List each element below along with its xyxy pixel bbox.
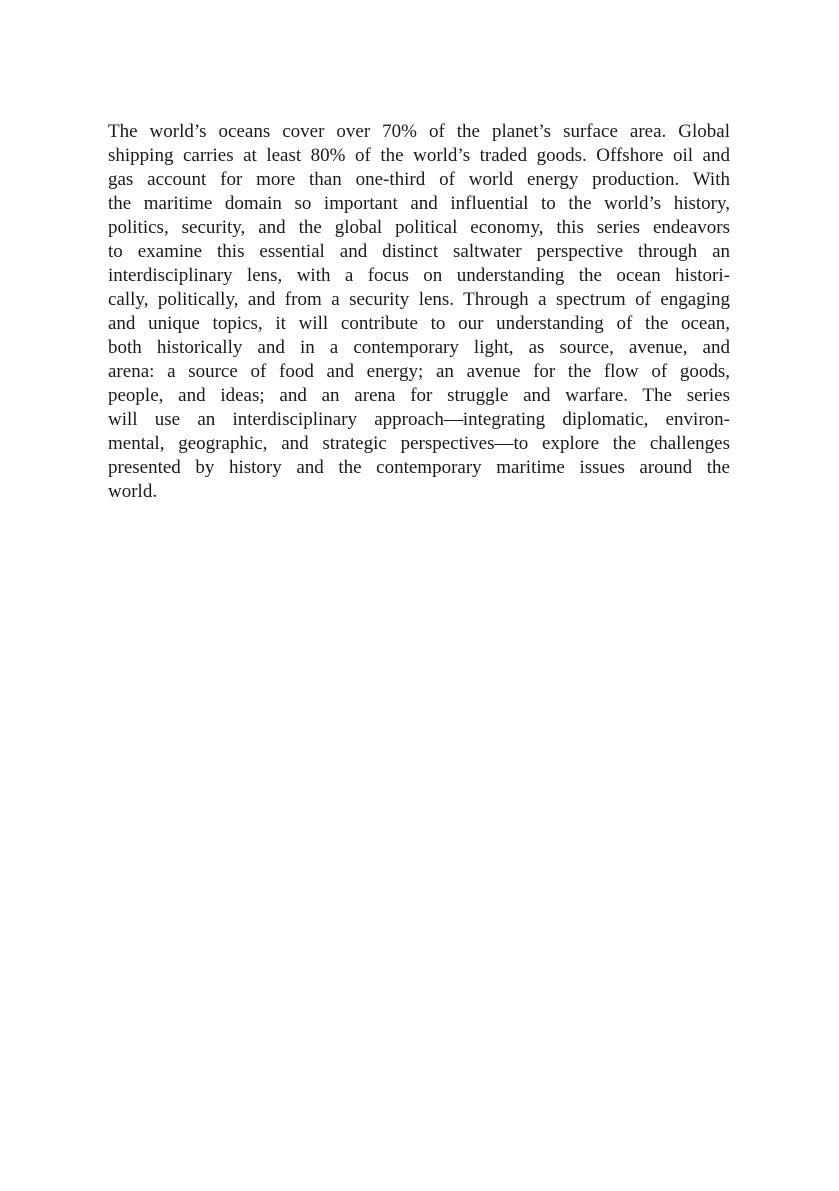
paragraph-line-15: presented by history and the contemporary maritime issues around the (108, 457, 730, 478)
paragraph-line-12: people, and ideas; and an arena for struggle and warfare. The series (108, 385, 730, 406)
paragraph-line-7: interdisciplinary lens, with a focus on understanding the ocean histori- (108, 265, 730, 286)
paragraph-line-4: the maritime domain so important and influential to the world’s history, (108, 193, 730, 214)
paragraph-line-8: cally, politically, and from a security lens. Through a spectrum of engaging (108, 289, 730, 310)
paragraph-line-6: to examine this essential and distinct saltwater perspective through an (108, 241, 730, 262)
paragraph-line-14: mental, geographic, and strategic perspectives—to explore the challenges (108, 433, 730, 454)
paragraph-line-9: and unique topics, it will contribute to our understanding of the ocean, (108, 313, 730, 334)
paragraph-line-1: The world’s oceans cover over 70% of the planet’s surface area. Global (108, 121, 730, 142)
paragraph-line-3: gas account for more than one-third of world energy production. With (108, 169, 730, 190)
paragraph-line-11: arena: a source of food and energy; an avenue for the flow of goods, (108, 361, 730, 382)
paragraph-line-5: politics, security, and the global political economy, this series endeavors (108, 217, 730, 238)
paragraph-line-2: shipping carries at least 80% of the world’s traded goods. Offshore oil and (108, 145, 730, 166)
series-description-paragraph (108, 120, 730, 504)
paragraph-line-16: world. (108, 481, 158, 502)
paragraph-line-13: will use an interdisciplinary approach—integrating diplomatic, environ- (108, 409, 730, 430)
paragraph-line-10: both historically and in a contemporary light, as source, avenue, and (108, 337, 730, 358)
